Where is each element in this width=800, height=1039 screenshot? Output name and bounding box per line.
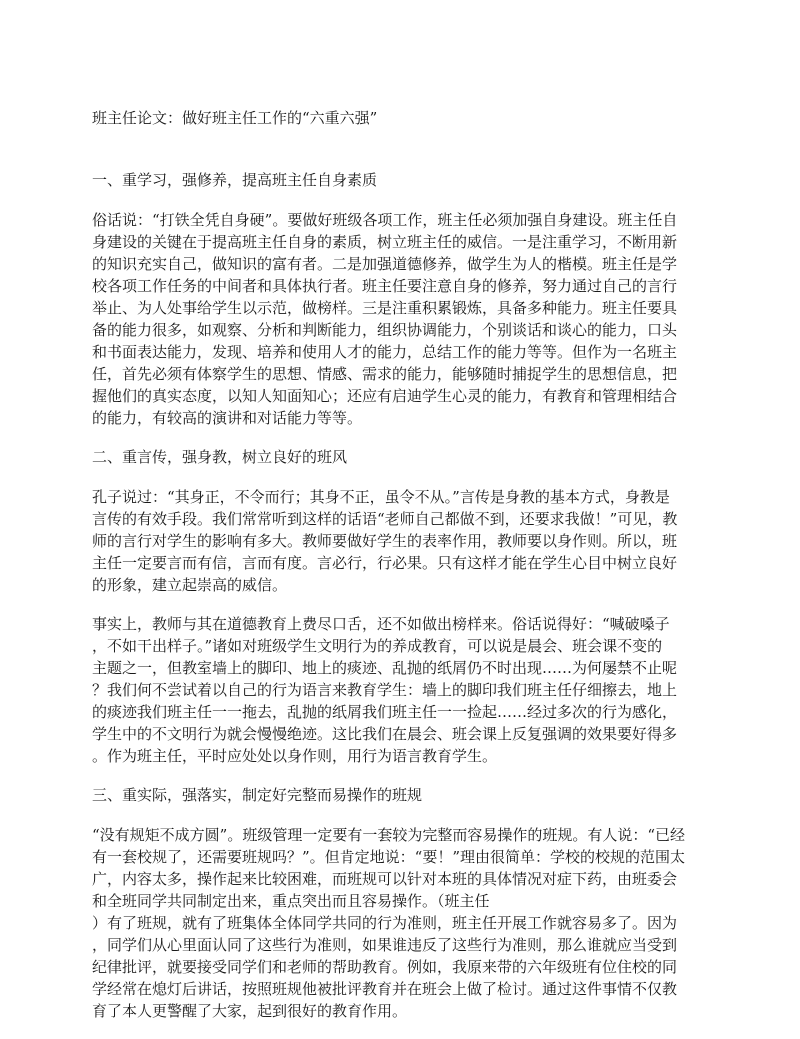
paragraph-line: ）有了班规，就有了班集体全体同学共同的行为准则，班主任开展工作就容易多了。因为: [92, 914, 678, 932]
paragraph-line: “没有规矩不成方圆”。班级管理一定要有一套较为完整而容易操作的班规。有人说：“已经: [92, 826, 686, 844]
paragraph-line: 的痰迹我们班主任一一拖去，乱抛的纸屑我们班主任一一捡起……经过多次的行为感化，: [92, 703, 678, 721]
paragraph: [92, 486, 712, 596]
paragraph-line: 和全班同学共同制定出来，重点突出而且容易操作。（班主任: [92, 892, 490, 910]
paragraph-line: 主题之一，但教室墙上的脚印、地上的痰迹、乱抛的纸屑仍不时出现……为何屡禁不止呢: [92, 659, 678, 677]
paragraph-line: 。作为班主任，平时应处处以身作则，用行为语言教育学生。: [92, 747, 498, 765]
paragraph-line: 学经常在熄灯后讲话，按照班规他被批评教育并在班会上做了检讨。通过这件事情不仅教: [92, 980, 678, 998]
paragraph-line: ，同学们从心里面认同了这些行为准则，如果谁违反了这些行为准则，那么谁就应当受到: [92, 936, 678, 954]
paragraph-line: 的能力，有较高的演讲和对话能力等等。: [92, 409, 363, 427]
paragraph-line: 学生中的不文明行为就会慢慢绝迹。这比我们在晨会、班会课上反复强调的效果要好得多: [92, 725, 678, 743]
paragraph-line: 师的言行对学生的影响有多大。教师要做好学生的表率作用，教师要以身作则。所以，班: [92, 532, 678, 550]
paragraph: [92, 824, 712, 1022]
paragraph-line: 育了本人更警醒了大家，起到很好的教育作用。: [92, 1002, 408, 1020]
paragraph-line: 的形象，建立起崇高的威信。: [92, 576, 288, 594]
paragraph-line: 纪律批评，就要接受同学们和老师的帮助教育。例如，我原来带的六年级班有位住校的同: [92, 958, 678, 976]
section-heading: 二、重言传，强身教，树立良好的班风: [92, 448, 348, 466]
document-title: 班主任论文：做好班主任工作的“六重六强”: [92, 109, 378, 127]
paragraph-line: ？我们何不尝试着以自己的行为语言来教育学生：墙上的脚印我们班主任仔细擦去，地上: [92, 681, 678, 699]
paragraph-line: 握他们的真实态度，以知人知面知心；还应有启迪学生心灵的能力，有教育和管理相结合: [92, 387, 678, 405]
paragraph-line: 主任一定要言而有信，言而有度。言必行，行必果。只有这样才能在学生心目中树立良好: [92, 554, 678, 572]
paragraph-line: ，不如干出样子。”诸如对班级学生文明行为的养成教育，可以说是晨会、班会课不变的: [92, 637, 663, 655]
section-heading: 一、重学习，强修养，提高班主任自身素质: [92, 171, 378, 189]
paragraph-line: 有一套校规了，还需要班规吗？”。但肯定地说：“要！”理由很简单：学校的校规的范围太: [92, 848, 686, 866]
paragraph-line: 任，首先必须有体察学生的思想、情感、需求的能力，能够随时捕捉学生的思想信息，把: [92, 365, 678, 383]
paragraph-line: 和书面表达能力，发现、培养和使用人才的能力，总结工作的能力等等。但作为一名班主: [92, 343, 678, 361]
paragraph-line: 广，内容太多，操作起来比较困难，而班规可以针对本班的具体情况对症下药，由班委会: [92, 870, 678, 888]
paragraph-line: 校各项工作任务的中间者和具体执行者。班主任要注意自身的修养，努力通过自己的言行: [92, 277, 678, 295]
paragraph-line: 俗话说：“打铁全凭自身硬”。要做好班级各项工作，班主任必须加强自身建设。班主任自: [92, 211, 678, 229]
paragraph-line: 孔子说过：“其身正，不令而行；其身不正，虽令不从。”言传是身教的基本方式，身教是: [92, 488, 670, 506]
paragraph-line: 言传的有效手段。我们常常听到这样的话语“老师自己都做不到，还要求我做！”可见，教: [92, 510, 678, 528]
paragraph: [92, 613, 712, 767]
paragraph-line: 备的能力很多，如观察、分析和判断能力，组织协调能力，个别谈话和谈心的能力，口头: [92, 321, 678, 339]
paragraph-line: 事实上，教师与其在道德教育上费尽口舌，还不如做出榜样来。俗话说得好：“喊破嗓子: [92, 615, 670, 633]
section-heading: 三、重实际，强落实，制定好完整而易操作的班规: [92, 786, 423, 804]
paragraph-line: 身建设的关键在于提高班主任自身的素质，树立班主任的威信。一是注重学习，不断用新: [92, 233, 678, 251]
paragraph-line: 举止、为人处事给学生以示范，做榜样。三是注重积累锻炼，具备多种能力。班主任要具: [92, 299, 678, 317]
document-body: [92, 169, 712, 1039]
paragraph-line: 的知识充实自己，做知识的富有者。二是加强道德修养，做学生为人的楷模。班主任是学: [92, 255, 678, 273]
paragraph: [92, 209, 712, 429]
